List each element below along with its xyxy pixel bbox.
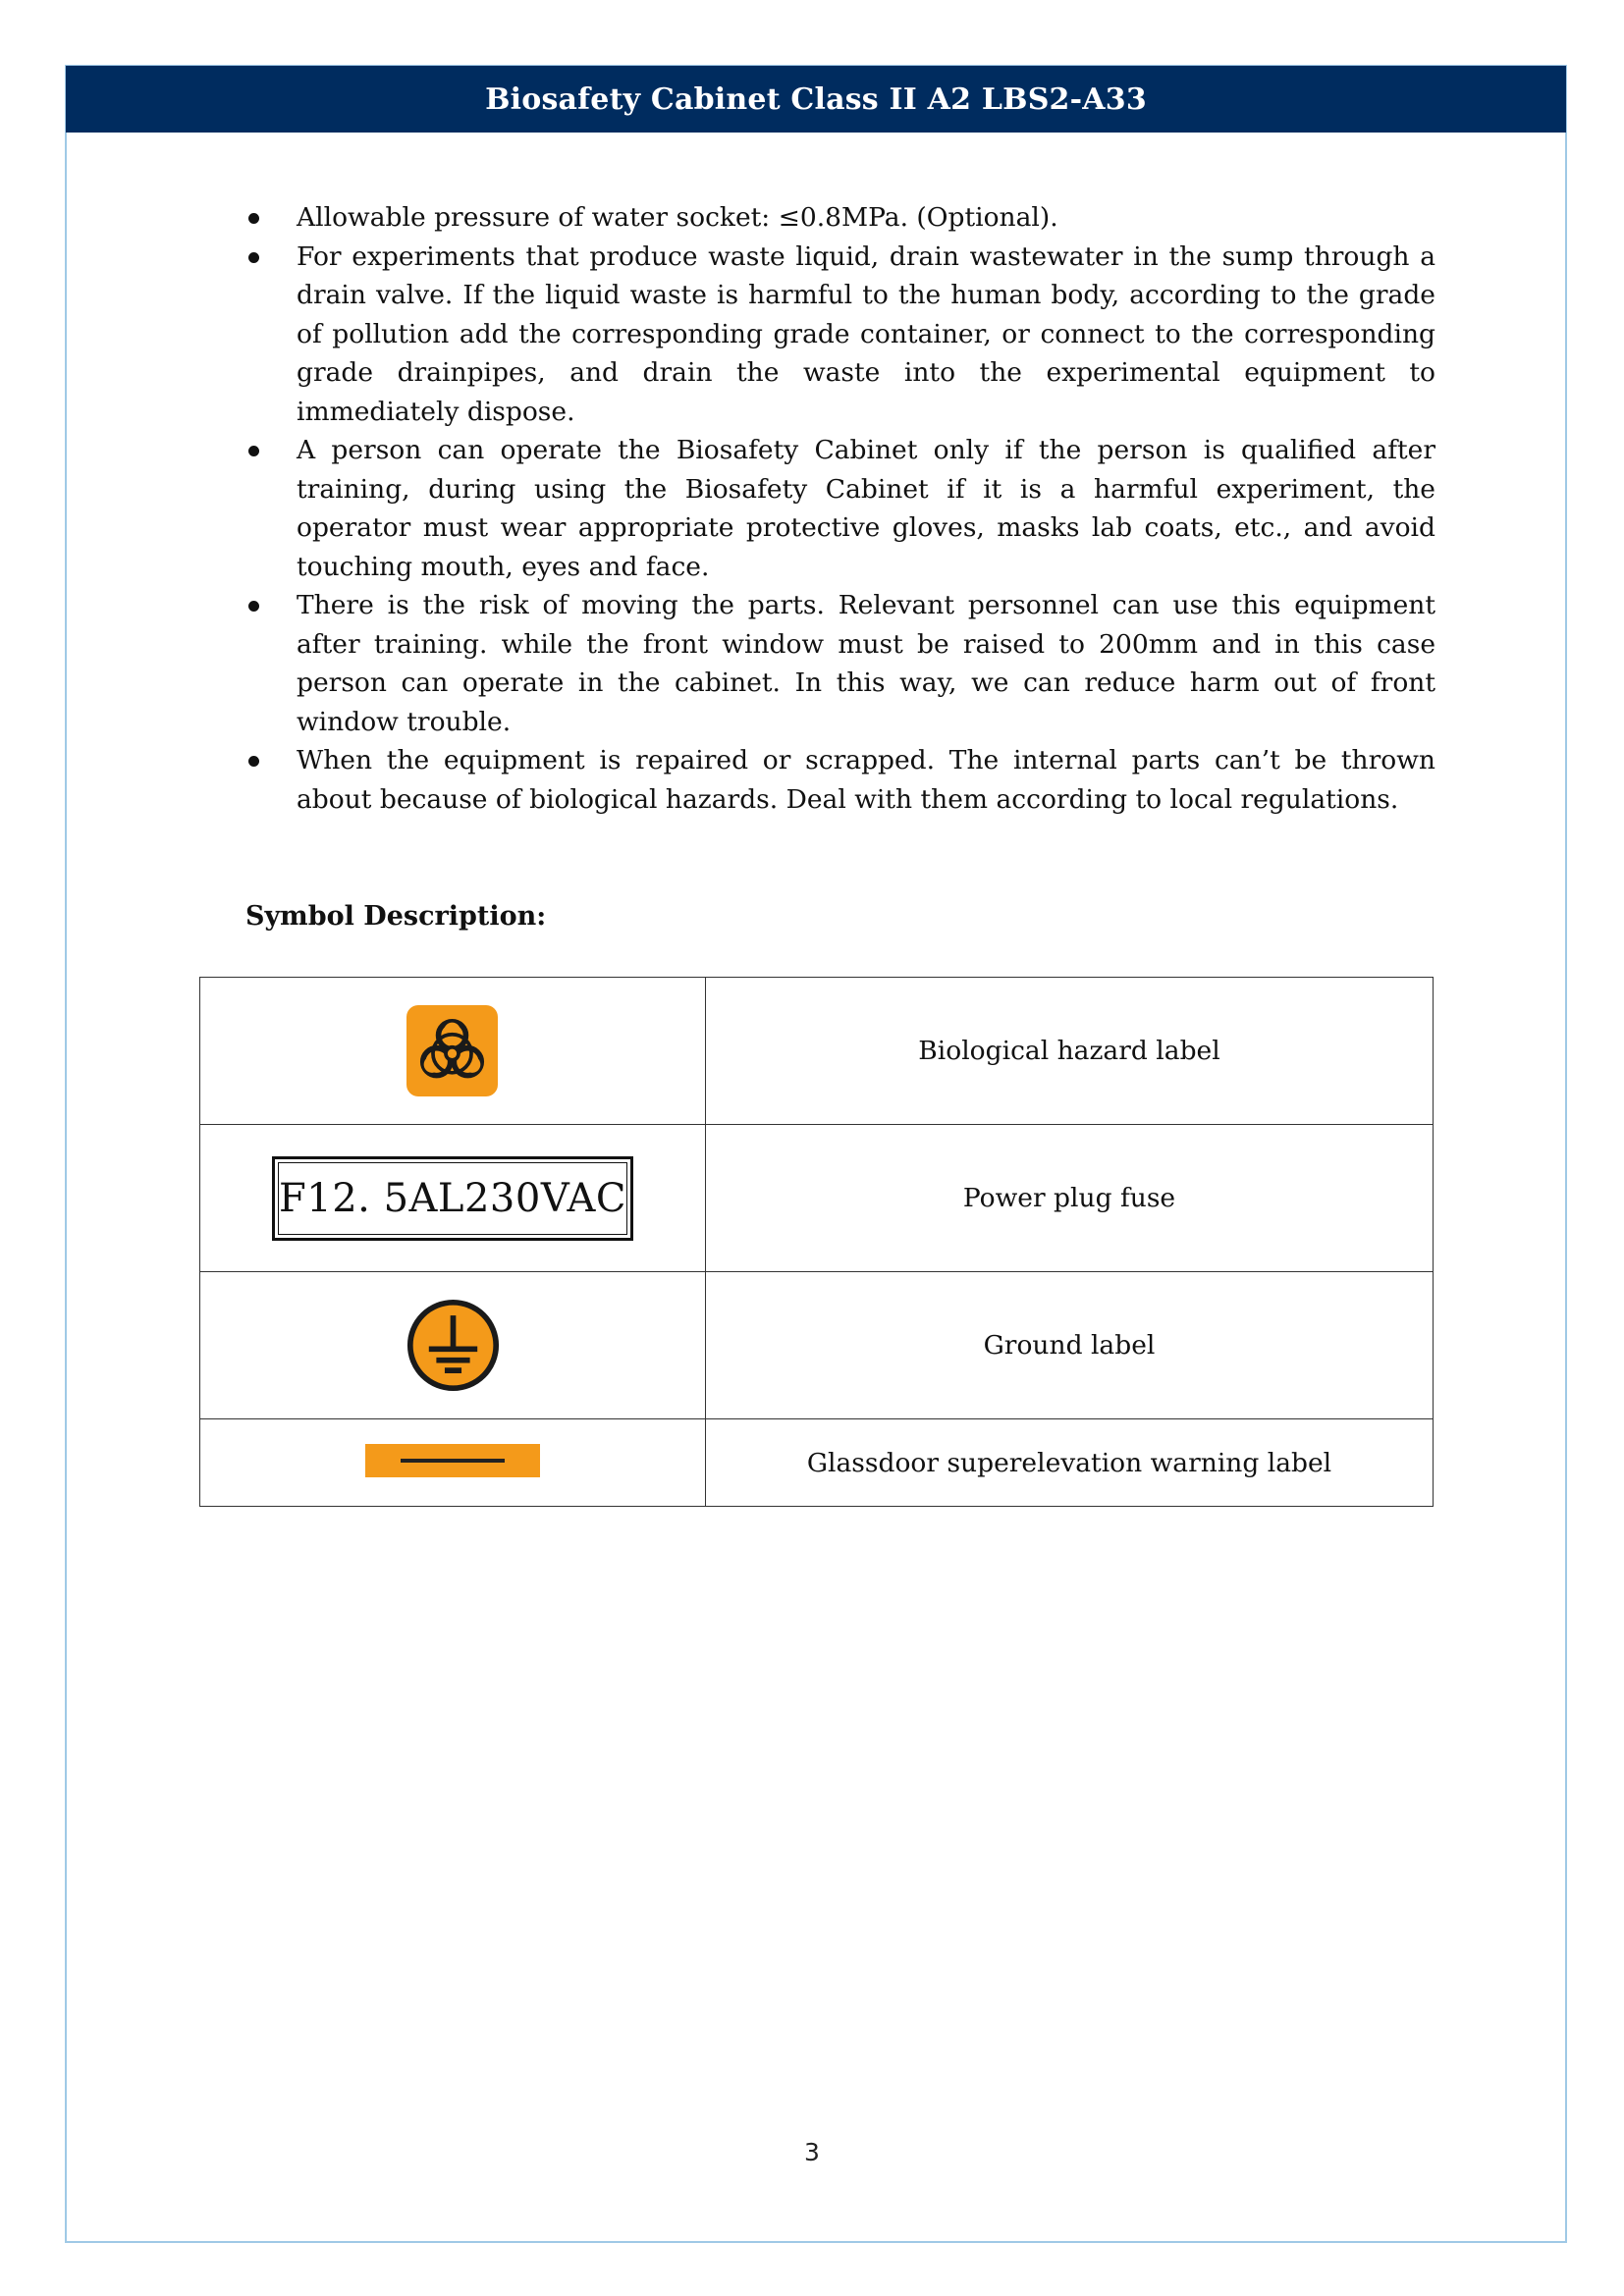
description-cell: Glassdoor superelevation warning label <box>706 1419 1434 1507</box>
list-item <box>245 586 1435 741</box>
bullet-icon <box>248 756 259 767</box>
biohazard-icon <box>406 1005 498 1096</box>
list-item <box>245 198 1435 238</box>
document-header <box>66 66 1566 133</box>
symbol-cell <box>200 1125 706 1272</box>
list-item <box>245 238 1435 432</box>
table-row <box>200 1419 1434 1507</box>
symbol-table <box>199 977 1434 1507</box>
list-item-text: There is the risk of moving the parts. Relevant personnel can use this equipment after training. while the front window must be raised to 200mm and in this case person can operate in the cabinet. In this way, we can reduce harm out of front window trouble. <box>297 590 1435 737</box>
description-cell: Power plug fuse <box>706 1125 1434 1272</box>
ground-icon <box>406 1299 500 1392</box>
symbol-cell <box>200 1272 706 1419</box>
table-row <box>200 978 1434 1125</box>
description-cell: Ground label <box>706 1272 1434 1419</box>
bullet-icon <box>248 213 259 224</box>
glassdoor-warning-icon <box>365 1444 540 1477</box>
safety-notes-list <box>245 198 1435 819</box>
table-row <box>200 1125 1434 1272</box>
list-item-text: A person can operate the Biosafety Cabinet only if the person is qualified after training, during using the Biosafety Cabinet if it is a harmful experiment, the operator must wear appropriate protective gloves, masks lab coats, etc., and avoid touching mouth, eyes and face. <box>297 435 1435 582</box>
list-item-text: For experiments that produce waste liquid, drain wastewater in the sump through a drain valve. If the liquid waste is harmful to the human body, according to the grade of pollution add the corresponding grade container, or connect to the corresponding grade drainpipes, and drain the waste into the experimental equipment to immediately dispose. <box>297 240 1435 427</box>
warning-bar-icon <box>401 1459 505 1463</box>
list-item <box>245 741 1435 819</box>
document-title: Biosafety Cabinet Class II A2 LBS2-A33 <box>485 81 1147 117</box>
bullet-icon <box>248 252 259 263</box>
symbol-cell <box>200 1419 706 1507</box>
bullet-icon <box>248 446 259 456</box>
page-number: 3 <box>804 2138 820 2166</box>
list-item-text: When the equipment is repaired or scrapped. The internal parts can’t be thrown about because of biological hazards. Deal with them according to local regulations. <box>297 745 1435 815</box>
symbol-cell <box>200 978 706 1125</box>
fuse-label: F12. 5AL230VAC <box>272 1156 633 1241</box>
list-item <box>245 431 1435 586</box>
list-item-text: Allowable pressure of water socket: ≤0.8MPa. (Optional). <box>297 202 1058 233</box>
section-heading: Symbol Description: <box>245 901 547 932</box>
table-row <box>200 1272 1434 1419</box>
bullet-icon <box>248 601 259 612</box>
description-cell: Biological hazard label <box>706 978 1434 1125</box>
